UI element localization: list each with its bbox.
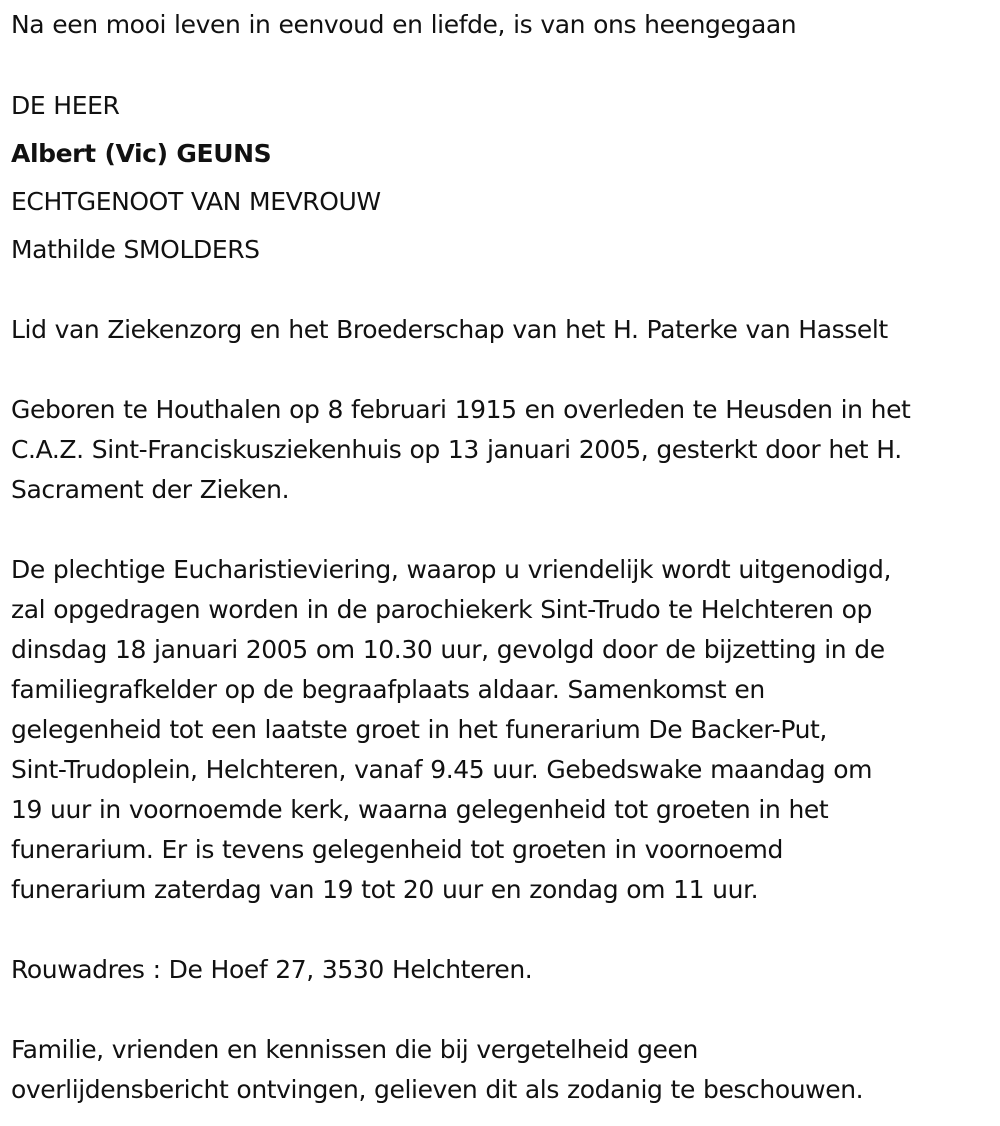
mourning-address: Rouwadres : De Hoef 27, 3530 Helchteren.: [11, 955, 533, 984]
intro-text: Na een mooi leven in eenvoud en liefde, is van ons heengegaan: [11, 10, 797, 39]
address-section: [11, 950, 532, 990]
deceased-title-block: [11, 82, 381, 274]
funeral-line: dinsdag 18 januari 2005 om 10.30 uur, gevolgd door de bijzetting in de: [11, 635, 885, 664]
intro-section: [11, 5, 796, 45]
funeral-line: familiegrafkelder op de begraafplaats aldaar. Samenkomst en: [11, 675, 765, 704]
membership-section: [11, 310, 888, 350]
funeral-line: zal opgedragen worden in de parochiekerk Sint-Trudo te Helchteren op: [11, 595, 873, 624]
birth-death-line: Geboren te Houthalen op 8 februari 1915 en overleden te Heusden in het: [11, 395, 911, 424]
funeral-line: De plechtige Eucharistieviering, waarop u vriendelijk wordt uitgenodigd,: [11, 555, 892, 584]
funeral-line: funerarium zaterdag van 19 tot 20 uur en zondag om 11 uur.: [11, 875, 759, 904]
notice-line: Familie, vrienden en kennissen die bij vergetelheid geen: [11, 1035, 698, 1064]
birth-death-line: C.A.Z. Sint-Franciskusziekenhuis op 13 januari 2005, gesterkt door het H.: [11, 435, 902, 464]
birth-death-line: Sacrament der Zieken.: [11, 475, 290, 504]
funeral-section: [11, 550, 891, 910]
birth-death-section: [11, 390, 910, 510]
funeral-line: 19 uur in voornoemde kerk, waarna gelegenheid tot groeten in het: [11, 795, 829, 824]
membership-text: Lid van Ziekenzorg en het Broederschap van het H. Paterke van Hasselt: [11, 315, 888, 344]
notice-line: overlijdensbericht ontvingen, gelieven dit als zodanig te beschouwen.: [11, 1075, 864, 1104]
spouse-name: Mathilde SMOLDERS: [11, 235, 260, 264]
spouse-label: ECHTGENOOT VAN MEVROUW: [11, 187, 381, 216]
honorific: DE HEER: [11, 91, 120, 120]
funeral-line: funerarium. Er is tevens gelegenheid tot groeten in voornoemd: [11, 835, 783, 864]
funeral-line: Sint-Trudoplein, Helchteren, vanaf 9.45 uur. Gebedswake maandag om: [11, 755, 873, 784]
funeral-line: gelegenheid tot een laatste groet in het funerarium De Backer-Put,: [11, 715, 827, 744]
notice-section: [11, 1030, 863, 1110]
deceased-name: Albert (Vic) GEUNS: [11, 139, 272, 168]
